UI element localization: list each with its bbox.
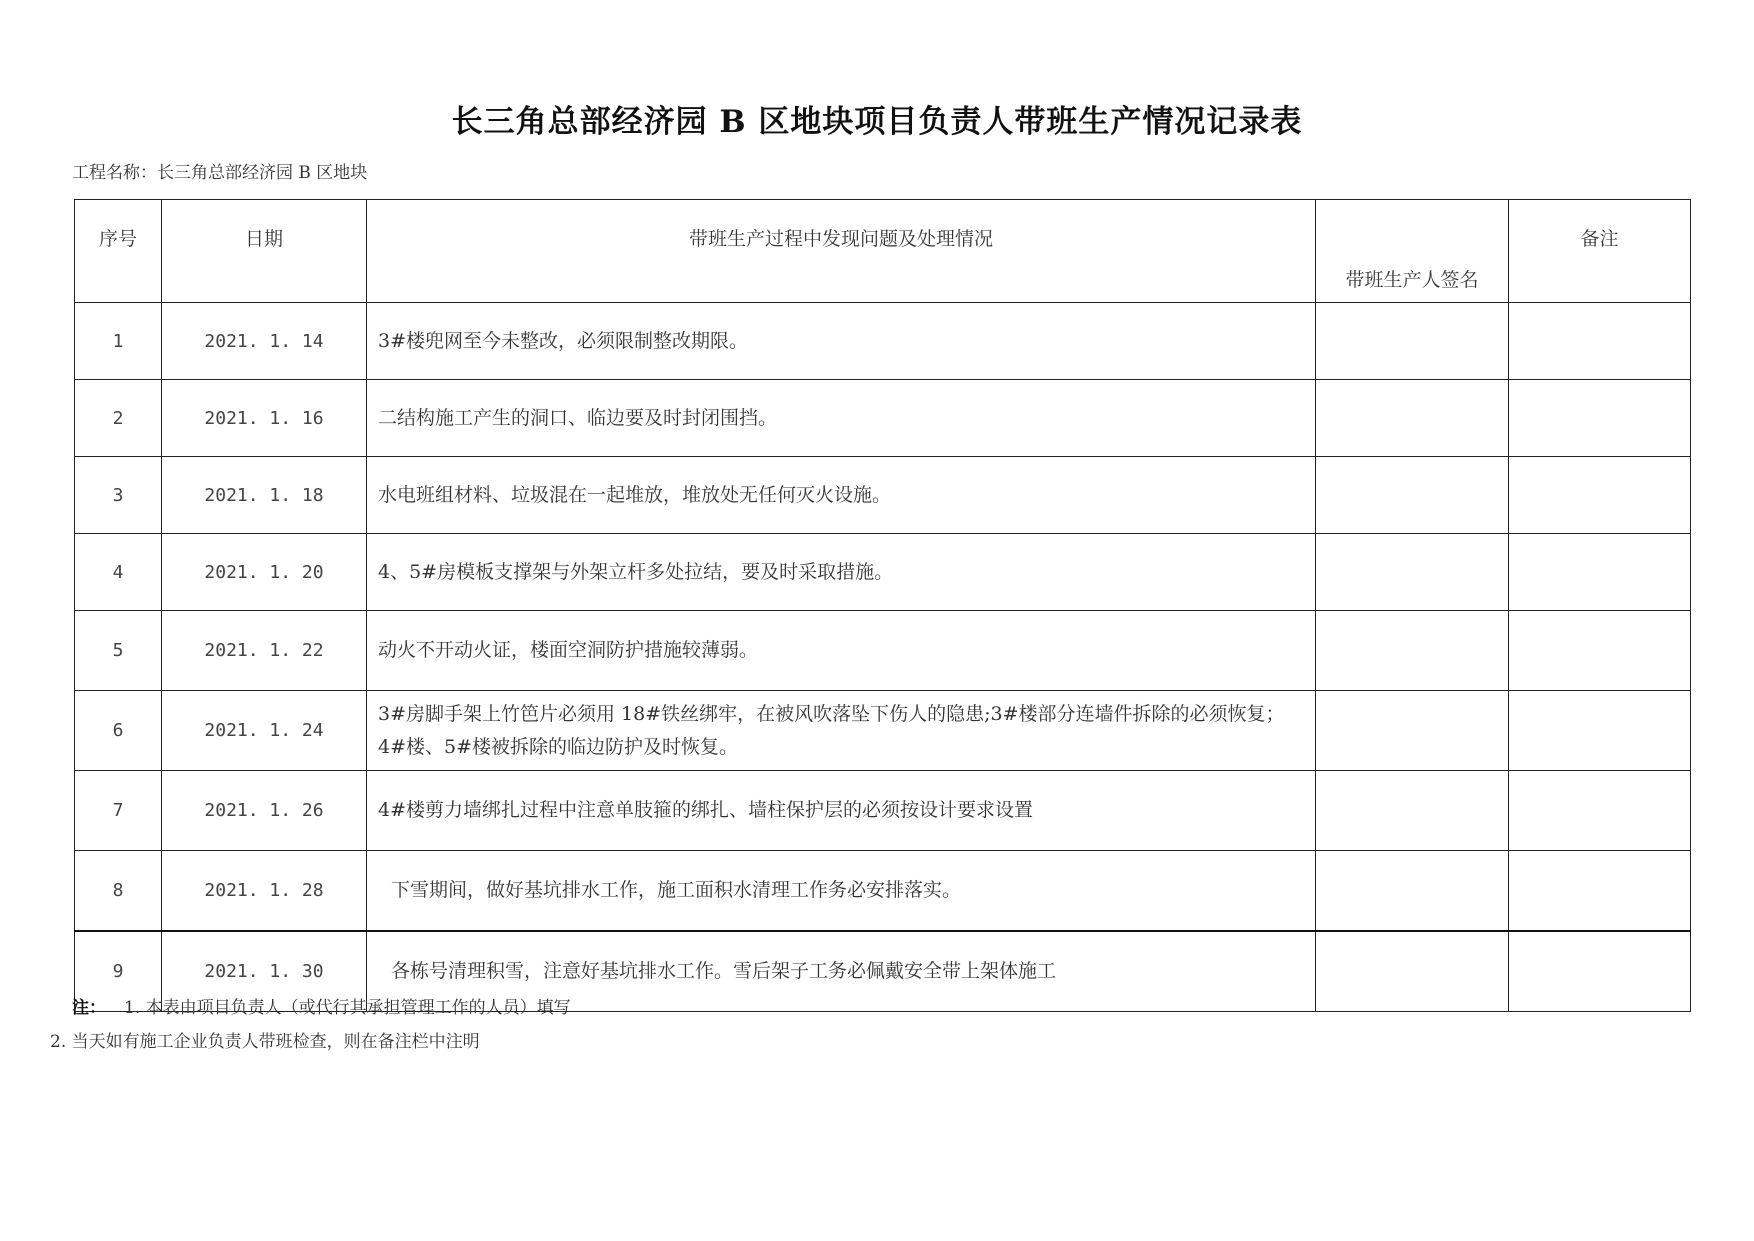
row-date: 2021. 1. 28 [162,851,367,932]
row-no: 9 [75,931,162,1012]
row-sign-cell[interactable] [1316,457,1509,534]
row-remark-cell[interactable] [1509,851,1691,932]
row-sign-cell[interactable] [1316,380,1509,457]
note-line-1: 1. 本表由项目负责人（或代行其承担管理工作的人员）填写 [124,998,571,1018]
row-sign-cell[interactable] [1316,303,1509,380]
row-remark-cell[interactable] [1509,534,1691,611]
row-no: 1 [75,303,162,380]
row-remark-cell[interactable] [1509,303,1691,380]
row-date: 2021. 1. 26 [162,771,367,851]
row-desc: 4、5#房模板支撑架与外架立杆多处拉结，要及时采取措施。 [367,534,1316,611]
table-row [75,457,1691,534]
header-date: 日期 [162,200,367,303]
row-no: 8 [75,851,162,932]
header-sign: 带班生产人签名 [1316,200,1509,303]
project-name: 工程名称：长三角总部经济园 B 区地块 [72,163,368,183]
row-no: 2 [75,380,162,457]
row-sign-cell[interactable] [1316,771,1509,851]
row-sign-cell[interactable] [1316,611,1509,691]
row-desc: 动火不开动火证，楼面空洞防护措施较薄弱。 [367,611,1316,691]
row-date: 2021. 1. 20 [162,534,367,611]
record-table [74,199,1691,1012]
header-no: 序号 [75,200,162,303]
row-no: 5 [75,611,162,691]
table-row [75,534,1691,611]
row-no: 4 [75,534,162,611]
row-desc: 二结构施工产生的洞口、临边要及时封闭围挡。 [367,380,1316,457]
row-no: 6 [75,691,162,771]
row-remark-cell[interactable] [1509,931,1691,1012]
row-remark-cell[interactable] [1509,611,1691,691]
row-desc: 下雪期间，做好基坑排水工作，施工面积水清理工作务必安排落实。 [367,851,1316,932]
row-remark-cell[interactable] [1509,691,1691,771]
table-row [75,771,1691,851]
row-sign-cell[interactable] [1316,691,1509,771]
row-desc: 4#楼剪力墙绑扎过程中注意单肢箍的绑扎、墙柱保护层的必须按设计要求设置 [367,771,1316,851]
table-header-row [75,200,1691,303]
table-row [75,611,1691,691]
row-date: 2021. 1. 14 [162,303,367,380]
row-remark-cell[interactable] [1509,771,1691,851]
table-row [75,303,1691,380]
table-row [75,380,1691,457]
row-no: 7 [75,771,162,851]
table-row [75,691,1691,771]
row-desc: 水电班组材料、垃圾混在一起堆放，堆放处无任何灭火设施。 [367,457,1316,534]
row-desc: 3#房脚手架上竹笆片必须用 18#铁丝绑牢，在被风吹落坠下伤人的隐患;3#楼部分连墙件拆除的必须恢复；4#楼、5#楼被拆除的临边防护及时恢复。 [367,691,1316,771]
row-desc: 3#楼兜网至今未整改，必须限制整改期限。 [367,303,1316,380]
header-remark: 备注 [1509,200,1691,303]
row-desc: 各栋号清理积雪，注意好基坑排水工作。雪后架子工务必佩戴安全带上架体施工 [367,931,1316,1012]
row-remark-cell[interactable] [1509,457,1691,534]
row-no: 3 [75,457,162,534]
row-date: 2021. 1. 30 [162,931,367,1012]
row-sign-cell[interactable] [1316,851,1509,932]
notes-label: 注： [72,998,106,1018]
row-remark-cell[interactable] [1509,380,1691,457]
row-sign-cell[interactable] [1316,931,1509,1012]
header-desc: 带班生产过程中发现问题及处理情况 [367,200,1316,303]
notes [72,993,571,1018]
page-title: 长三角总部经济园 B 区地块项目负责人带班生产情况记录表 [451,104,1303,140]
row-sign-cell[interactable] [1316,534,1509,611]
row-date: 2021. 1. 18 [162,457,367,534]
row-date: 2021. 1. 22 [162,611,367,691]
note-line-2: 2. 当天如有施工企业负责人带班检查，则在备注栏中注明 [50,1032,480,1052]
row-date: 2021. 1. 24 [162,691,367,771]
table-row [75,851,1691,932]
row-date: 2021. 1. 16 [162,380,367,457]
